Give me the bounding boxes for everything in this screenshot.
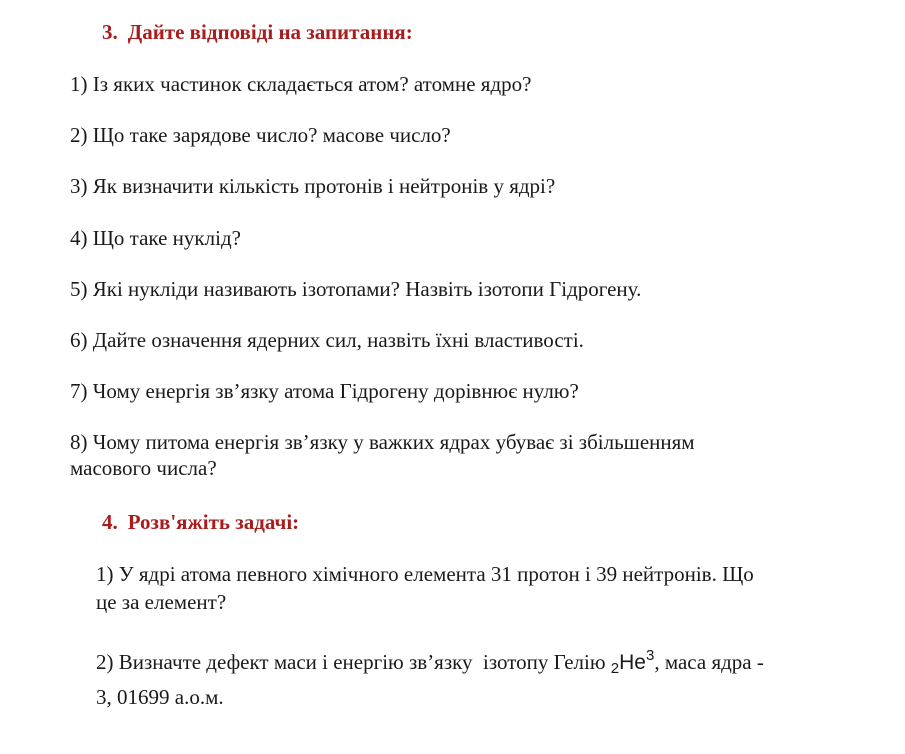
question-4: 4) Що таке нуклід? xyxy=(70,226,241,250)
question-8 xyxy=(70,429,870,481)
question-6: 6) Дайте означення ядерних сил, назвіть їхні властивості. xyxy=(70,328,584,352)
helium-mass-subscript: 2 xyxy=(610,660,620,677)
question-3: 3) Як визначити кількість протонів і нейтронів у ядрі? xyxy=(70,174,556,198)
section-4-title: Розв'яжіть задачі: xyxy=(127,510,300,534)
section-3-number: 3. xyxy=(102,20,118,44)
question-8-line-1: 8) Чому питома енергія зв’язку у важких ядрах убуває зі збільшенням xyxy=(70,430,695,454)
task-1-line-1: 1) У ядрі атома певного хімічного елемента 31 протон і 39 нейтронів. Що xyxy=(96,562,754,586)
section-3-heading xyxy=(102,20,413,45)
question-1: 1) Із яких частинок складається атом? атомне ядро? xyxy=(70,72,532,96)
task-2-text-before: 2) Визначте дефект маси і енергію зв’язку ізотопу Гелію xyxy=(96,650,611,674)
helium-symbol: He xyxy=(619,651,646,674)
section-3-title: Дайте відповіді на запитання: xyxy=(127,20,413,44)
question-2: 2) Що таке зарядове число? масове число? xyxy=(70,123,451,147)
task-1 xyxy=(96,560,876,616)
task-2-line-1 xyxy=(96,642,876,683)
question-7: 7) Чому енергія зв’язку атома Гідрогену дорівнює нулю? xyxy=(70,379,579,403)
section-4-heading xyxy=(102,510,299,535)
task-1-line-2: це за елемент? xyxy=(96,590,227,614)
task-2-text-after: , маса ядра - xyxy=(654,650,764,674)
question-5: 5) Які нукліди називають ізотопами? Назвіть ізотопи Гідрогену. xyxy=(70,277,642,301)
task-2-line-2: 3, 01699 а.о.м. xyxy=(96,685,224,709)
question-8-line-2: масового числа? xyxy=(70,456,217,480)
helium-superscript: 3 xyxy=(645,647,655,664)
task-2 xyxy=(96,642,876,711)
section-4-number: 4. xyxy=(102,510,118,534)
